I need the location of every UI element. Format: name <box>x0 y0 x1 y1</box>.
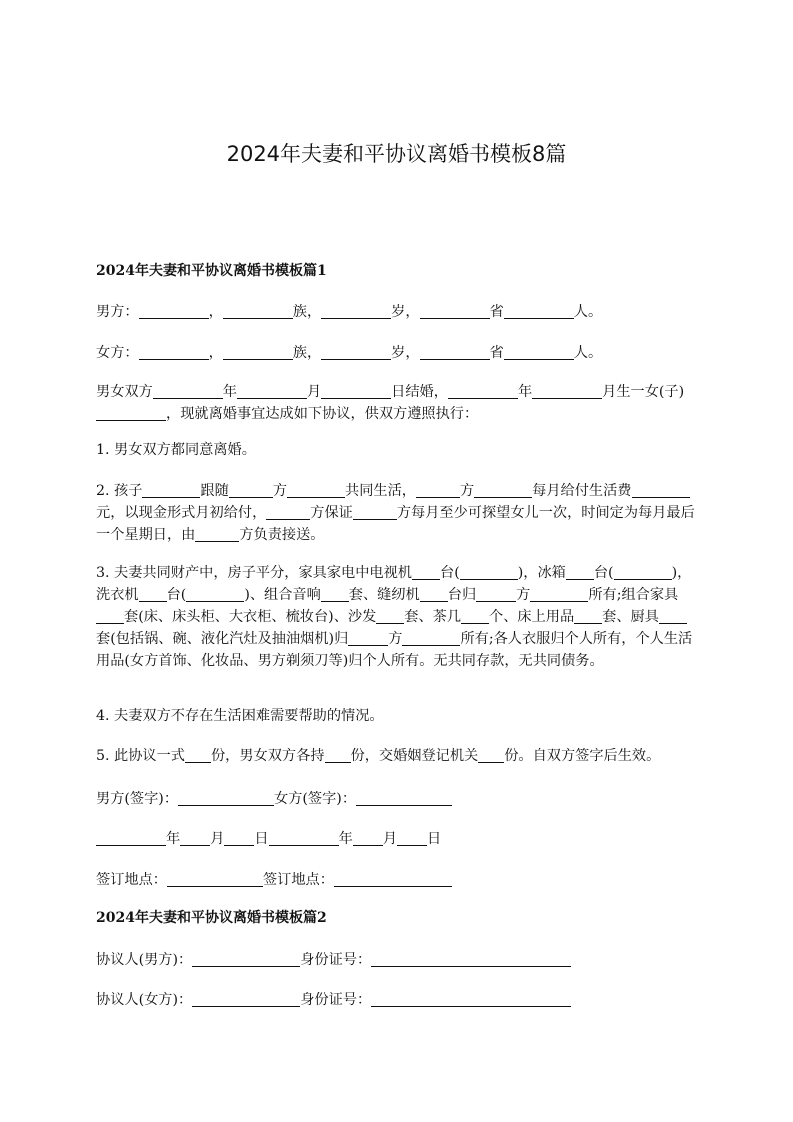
text-run: 月生一女(子) <box>602 384 685 400</box>
blank-line <box>186 586 244 602</box>
blank-line <box>632 482 690 498</box>
blank-line <box>139 303 209 319</box>
text-run: 方保证 <box>310 505 353 521</box>
blank-line <box>504 303 574 319</box>
blank-line <box>532 383 602 399</box>
blank-line <box>223 344 293 360</box>
text-run: 5. 此协议一式 <box>96 748 185 764</box>
text-run: 台( <box>593 565 614 581</box>
blank-line <box>504 344 574 360</box>
blank-line <box>356 790 452 806</box>
place-line <box>96 869 698 891</box>
text-run: 3. 夫妻共同财产中，房子平分，家具家电中电视机 <box>96 565 412 581</box>
text-run: 跟随 <box>200 483 229 499</box>
blank-line <box>402 630 460 646</box>
text-run: 个、床上用品 <box>489 609 575 625</box>
blank-line <box>224 830 254 846</box>
text-run: 日 <box>254 831 269 847</box>
text-run: )，洗衣机 <box>96 565 692 603</box>
text-run: 年 <box>222 384 237 400</box>
text-run: 方 <box>388 631 403 647</box>
blank-line <box>96 405 166 421</box>
text-run: 2. 孩子 <box>96 483 143 499</box>
blank-line <box>142 482 200 498</box>
text-run: 份，交婚姻登记机关 <box>350 748 479 764</box>
party-female-line <box>96 989 698 1011</box>
marriage-paragraph <box>96 381 698 425</box>
blank-line <box>178 790 274 806</box>
blank-line <box>420 586 448 602</box>
blank-line <box>185 747 211 763</box>
blank-line <box>192 951 300 967</box>
text-run: ， <box>208 304 223 320</box>
blank-line <box>321 383 391 399</box>
blank-line <box>659 608 687 624</box>
text-run: 女方(签字)： <box>274 791 357 807</box>
text-run: 身份证号： <box>300 992 372 1008</box>
blank-line <box>412 564 440 580</box>
blank-line <box>153 383 223 399</box>
blank-line <box>229 482 273 498</box>
blank-line <box>266 504 310 520</box>
text-run: 年 <box>517 384 533 400</box>
blank-line <box>139 344 209 360</box>
clause-4: 4. 夫妻双方不存在生活困难需要帮助的情况。 <box>96 708 384 724</box>
text-run: 协议人(男方)： <box>96 952 193 968</box>
text-run: 份。自双方签字后生效。 <box>504 748 661 764</box>
clause-2 <box>96 480 698 546</box>
text-run: )，冰箱 <box>517 565 566 581</box>
blank-line <box>321 586 349 602</box>
blank-line <box>180 830 210 846</box>
text-run: 男方： <box>96 304 139 320</box>
blank-line <box>371 991 571 1007</box>
blank-line <box>448 383 518 399</box>
text-run: ，现就离婚事宜达成如下协议，供双方遵照执行： <box>166 406 479 422</box>
clause-5 <box>96 745 698 767</box>
blank-line <box>195 526 239 542</box>
text-run: 方 <box>272 483 288 499</box>
text-run: 台归 <box>447 587 477 603</box>
clause-1: 1. 男女双方都同意离婚。 <box>96 442 256 458</box>
text-run: 元，以现金形式月初给付， <box>96 505 267 521</box>
text-run: 套、缝纫机 <box>348 587 420 603</box>
blank-line <box>237 383 307 399</box>
blank-line <box>321 303 391 319</box>
blank-line <box>223 303 293 319</box>
blank-line <box>478 747 504 763</box>
blank-line <box>96 830 166 846</box>
date-line <box>96 828 698 850</box>
blank-line <box>269 830 339 846</box>
female-info-line <box>96 342 698 364</box>
text-run: 族， <box>292 304 322 320</box>
blank-line <box>574 608 602 624</box>
blank-line <box>348 630 388 646</box>
blank-line <box>474 482 532 498</box>
signature-line <box>96 788 698 810</box>
text-run: 方 <box>459 483 475 499</box>
party-male-line <box>96 949 698 971</box>
blank-line <box>321 344 391 360</box>
text-run: 协议人(女方)： <box>96 992 193 1008</box>
blank-line <box>334 871 452 887</box>
text-run: 套、厨具 <box>602 609 659 625</box>
blank-line <box>461 608 489 624</box>
text-run: 台( <box>440 565 460 581</box>
blank-line <box>139 586 167 602</box>
text-run: 月 <box>382 831 398 847</box>
blank-line <box>371 951 571 967</box>
text-run: 人。 <box>573 345 603 361</box>
text-run: 日 <box>427 831 442 847</box>
text-run: ， <box>208 345 223 361</box>
text-run: 签订地点： <box>96 872 167 888</box>
text-run: 份，男女双方各持 <box>210 748 325 764</box>
text-run: 人。 <box>573 304 603 320</box>
blank-line <box>530 586 588 602</box>
text-run: 方每月至少可探望女儿一次，时间定为每月最后一个星期日，由 <box>96 505 695 543</box>
blank-line <box>325 747 351 763</box>
text-run: 所有;各人衣服归个人所有，个人生活用品(女方首饰、化妆品、男方剃须刀等)归个人所有。无共同存款，无共同债务。 <box>96 631 693 669</box>
blank-line <box>420 344 490 360</box>
blank-line <box>397 830 427 846</box>
text-run: 套(包括锅、碗、液化汽灶及抽油烟机)归 <box>96 631 349 647</box>
blank-line <box>192 991 300 1007</box>
blank-line <box>420 303 490 319</box>
text-run: 月 <box>306 384 322 400</box>
text-run: 套(床、床头柜、大衣柜、梳妆台)、沙发 <box>124 609 377 625</box>
text-run: 方 <box>516 587 531 603</box>
blank-line <box>416 482 460 498</box>
text-run: )、组合音响 <box>244 587 321 603</box>
text-run: 签订地点： <box>262 872 334 888</box>
text-run: 身份证号： <box>300 952 372 968</box>
text-run: 台( <box>166 587 187 603</box>
clause-3 <box>96 562 698 672</box>
blank-line <box>476 586 516 602</box>
text-run: 方负责接送。 <box>239 527 325 543</box>
blank-line <box>353 830 383 846</box>
text-run: 族， <box>292 345 322 361</box>
blank-line <box>614 564 672 580</box>
text-run: 岁， <box>391 304 420 320</box>
text-run: 岁， <box>391 345 420 361</box>
text-run: 所有;组合家具 <box>588 587 679 603</box>
text-run: 年 <box>338 831 353 847</box>
male-info-line <box>96 301 698 323</box>
blank-line <box>460 564 518 580</box>
blank-line <box>566 564 594 580</box>
text-run: 年 <box>166 831 181 847</box>
section-1-title: 2024年夫妻和平协议离婚书模板篇1 <box>96 263 327 279</box>
blank-line <box>287 482 345 498</box>
blank-line <box>96 608 124 624</box>
section-2-title: 2024年夫妻和平协议离婚书模板篇2 <box>96 910 327 926</box>
page-title: 2024年夫妻和平协议离婚书模板8篇 <box>226 142 567 166</box>
text-run: 男方(签字)： <box>96 791 179 807</box>
text-run: 月 <box>210 831 225 847</box>
text-run: 共同生活， <box>345 483 416 499</box>
text-run: 男女双方 <box>96 384 153 400</box>
blank-line <box>376 608 404 624</box>
text-run: 省 <box>489 304 504 320</box>
blank-line <box>353 504 397 520</box>
text-run: 套、茶几 <box>404 609 462 625</box>
text-run: 女方： <box>96 345 139 361</box>
text-run: 每月给付生活费 <box>532 483 632 499</box>
blank-line <box>167 871 263 887</box>
text-run: 日结婚， <box>391 384 448 400</box>
text-run: 省 <box>489 345 504 361</box>
